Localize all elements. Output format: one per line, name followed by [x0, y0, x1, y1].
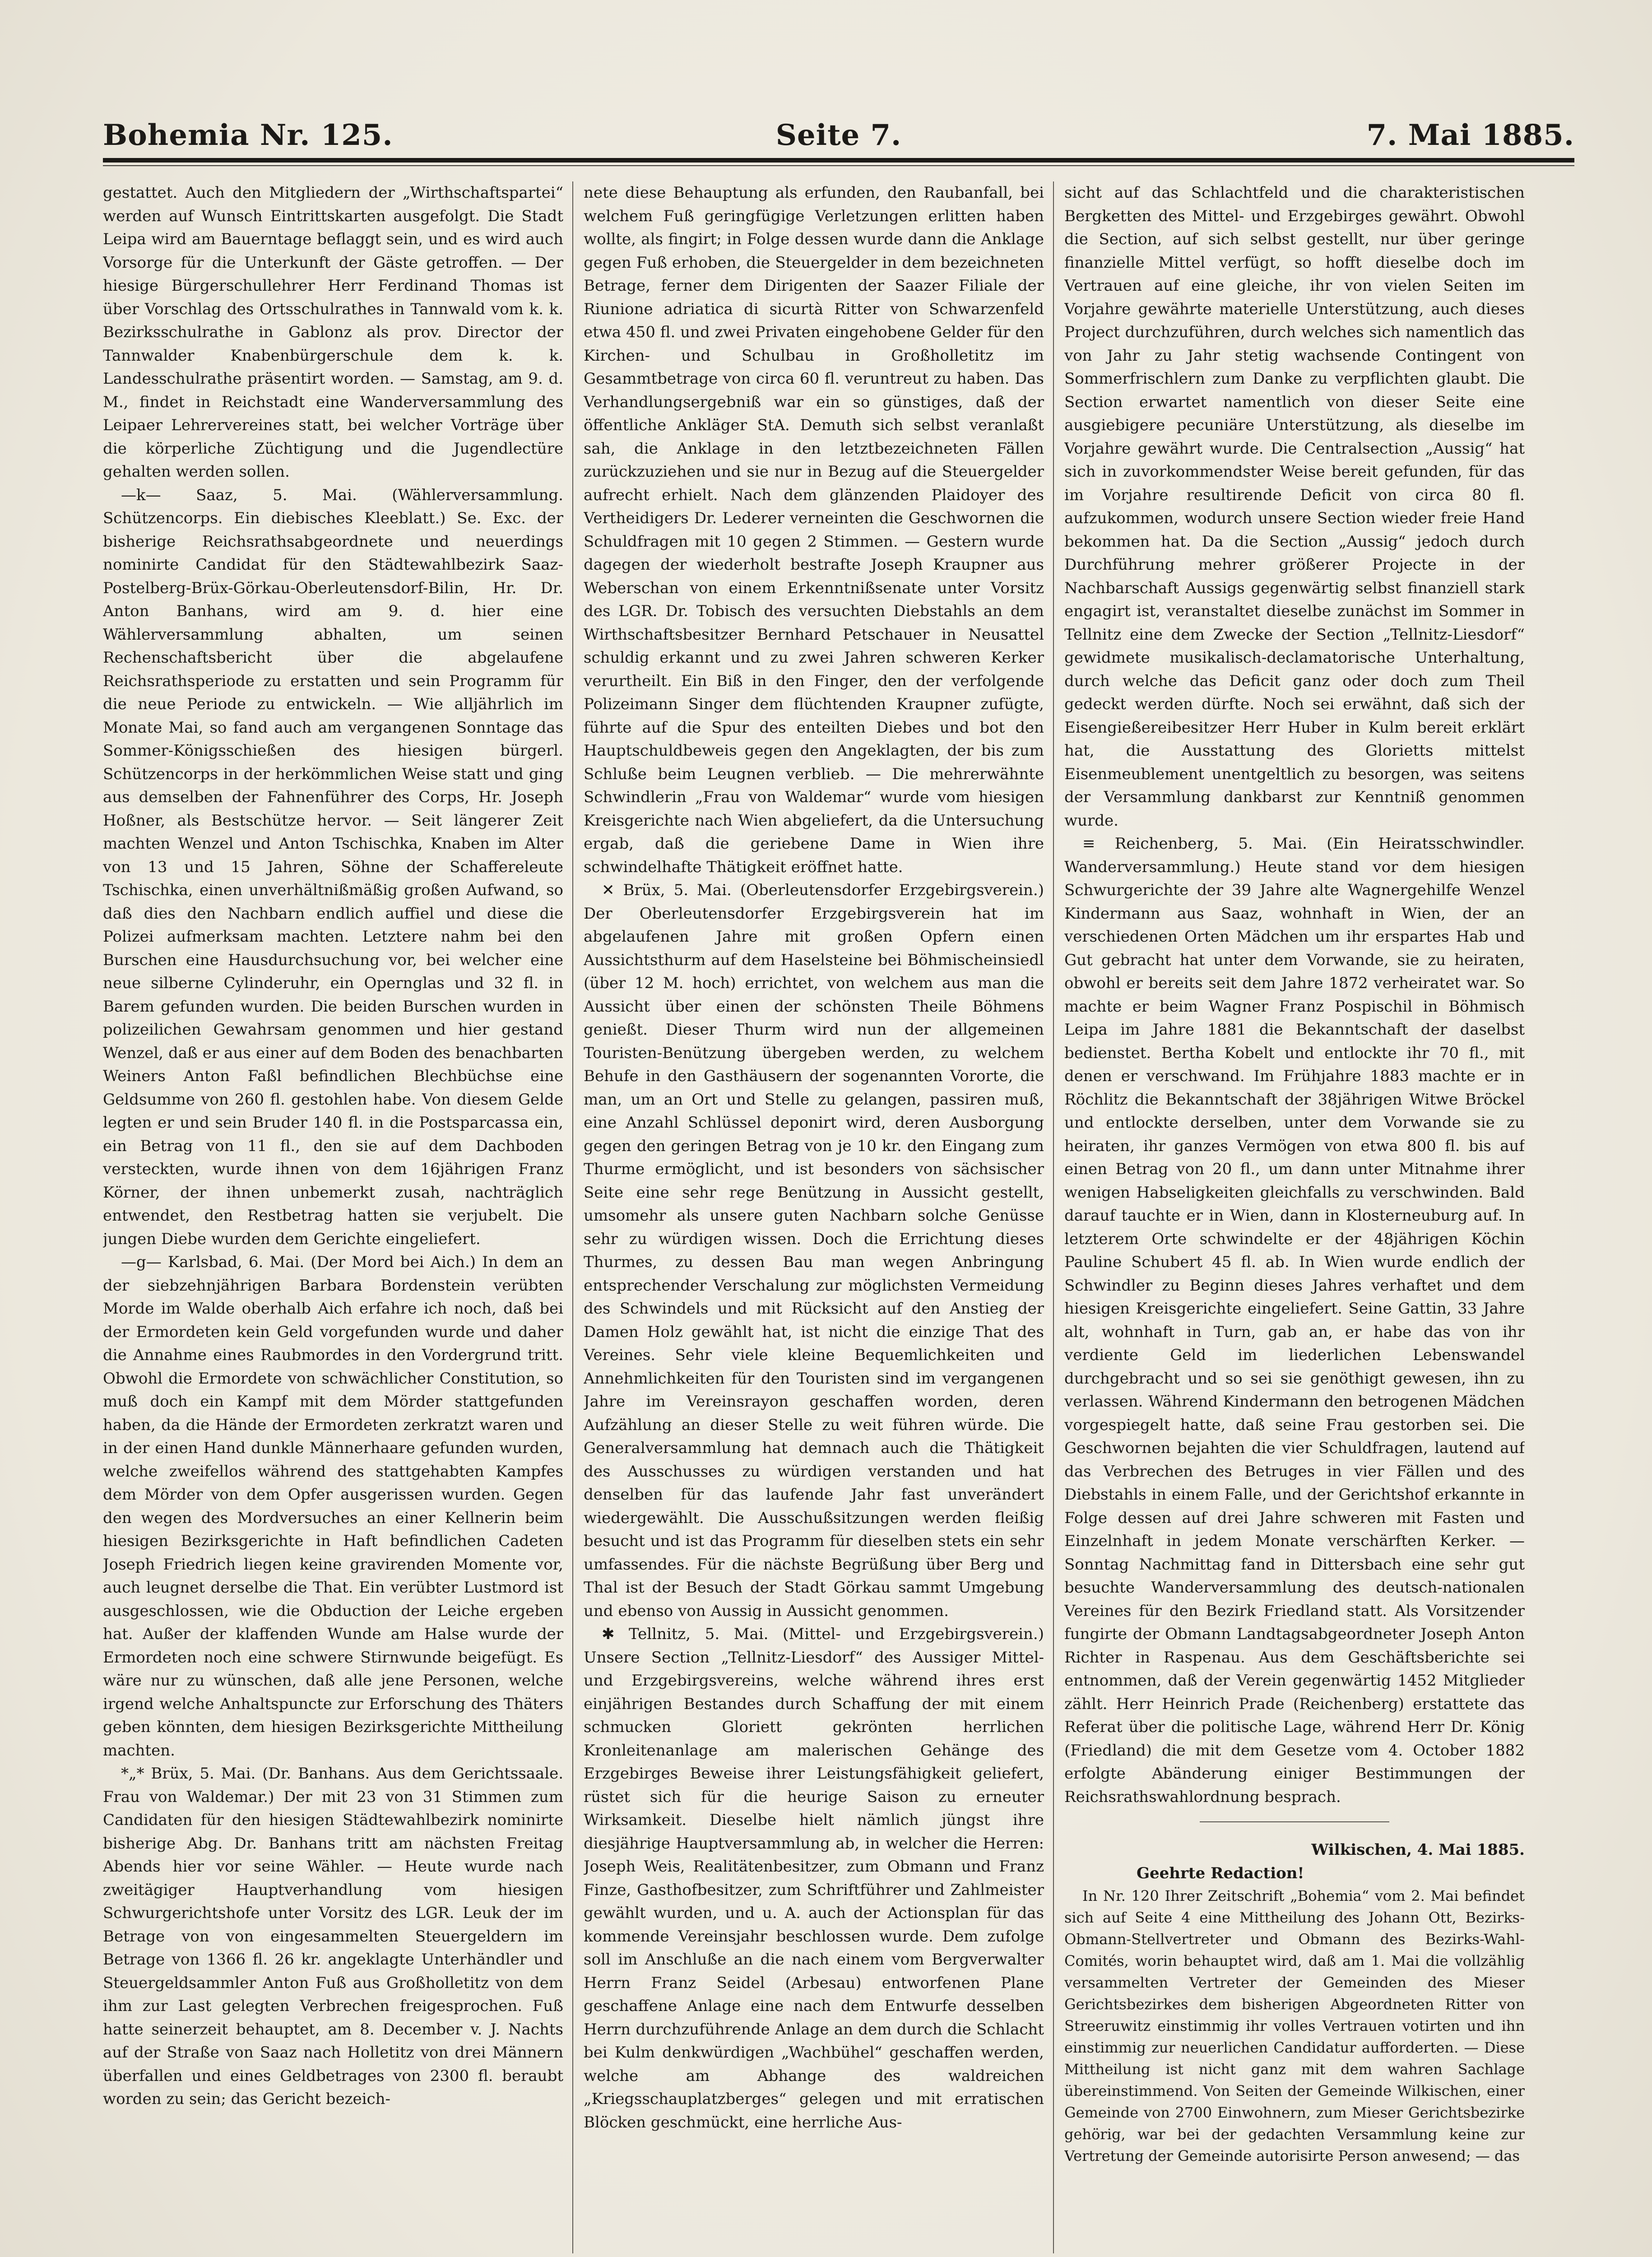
page-number: Seite 7. [775, 118, 902, 152]
article-paragraph: sicht auf das Schlachtfeld und die charakteristischen Bergketten des Mittel- und Erzgebirges gewährt. Obwohl die Section, auf sich selbst gestellt, nur über geringe finanzielle Mittel verfügt, so hofft dieselbe doch im Vertrauen auf eine gleiche, ihr von vielen Seiten im Vorjahre gewährte materielle Unterstützung, auch dieses Project durchzuführen, durch welches sich namentlich das von Jahr zu Jahr stetig wachsende Contingent von Sommerfrischlern zum Danke zu verpflichten glaubt. Die Section erwartet namentlich von dieser Seite eine ausgiebigere pecuniäre Unterstützung, als dieselbe im Vorjahre gewährt wurde. Die Centralsection „Aussig“ hat sich in zuvorkommendster Weise bereit gefunden, für das im Vorjahre resultirende Deficit von circa 80 fl. aufzukommen, wodurch unsere Section wieder freie Hand bekommen hat. Da die Section „Aussig“ jedoch durch Durchführung mehrer größerer Projecte in der Nachbarschaft Aussigs gegenwärtig selbst finanziell stark engagirt ist, veranstaltet dieselbe zunächst im Sommer in Tellnitz eine dem Zwecke der Section „Tellnitz-Liesdorf“ gewidmete musikalisch-declamatorische Unterhaltung, durch welche das Deficit ganz oder doch zum Theil gedeckt werden dürfte. Noch sei erwähnt, daß sich der Eisengießereibesitzer Herr Huber in Kulm bereit erklärt hat, die Ausstattung des Glorietts mittelst Eisenmeublement unentgeltlich zu besorgen, was seitens der Versammlung dankbarst zur Kenntniß genommen wurde. [1064, 184, 1525, 830]
column-divider [572, 181, 573, 2253]
page-header [103, 114, 1574, 154]
column-divider [1053, 181, 1054, 2253]
letter-dateline: Wilkischen, 4. Mai 1885. [1311, 1841, 1525, 1859]
column-3 [1064, 181, 1525, 2253]
issue-date: 7. Mai 1885. [1366, 118, 1574, 152]
article-reichenberg: ≡ Reichenberg, 5. Mai. (Ein Heiratsschwindler. Wanderversammlung.) Heute stand vor dem hiesigen Schwurgerichte der 39 Jahre alte Wagnergehilfe Wenzel Kindermann aus Saaz, wohnhaft in Wien, der an verschiedenen Orten Mädchen um ihr erspartes Hab und Gut gebracht hat unter dem Vorwande, sie zu heiraten, obwohl er bereits seit dem Jahre 1872 verheiratet war. So machte er beim Wagner Franz Pospischil in Böhmisch Leipa im Jahre 1881 die Bekanntschaft der daselbst bedienstet. Bertha Kobelt und entlockte ihr 70 fl., mit denen er verschwand. Im Frühjahre 1883 machte er in Röchlitz die Bekanntschaft der 38jährigen Witwe Bröckel und entlockte derselben, unter dem Vorwande sie zu heiraten, ihr ganzes Vermögen von etwa 800 fl. bis auf einen Betrag von 20 fl., um dann unter Mitnahme ihrer wenigen Habseligkeiten gleichfalls zu verschwinden. Bald darauf tauchte er in Wien, dann in Klosterneuburg auf. In letzterem Orte schwindelte er der 48jährigen Köchin Pauline Schubert 45 fl. ab. In Wien wurde endlich der Schwindler zu Beginn dieses Jahres verhaftet und dem hiesigen Kreisgerichte eingeliefert. Seine Gattin, 33 Jahre alt, wohnhaft in Turn, gab an, er habe das von ihr verdiente Geld im liederlichen Lebenswandel durchgebracht und so sei sie genöthigt gewesen, ihn zu verlassen. Während Kindermann den betrogenen Mädchen vorgespiegelt hatte, daß seine Frau gestorben sei. Die Geschwornen bejahten die vier Schuldfragen, lautend auf das Verbrechen des Betruges in vier Fällen und des Diebstahls in einem Falle, und der Gerichtshof erkannte in Folge dessen auf drei Jahre schweren mit Fasten und Einzelnhaft in jedem Monate verschärften Kerker. — Sonntag Nachmittag fand in Dittersbach eine sehr gut besuchte Wanderversammlung des deutsch-nationalen Vereines für den Bezirk Friedland statt. Als Vorsitzender fungirte der Obmann Landtagsabgeordneter Joseph Anton Richter in Raspenau. Aus dem Geschäftsberichte sei entnommen, daß der Verein gegenwärtig 1452 Mitglieder zählt. Herr Heinrich Prade (Reichenberg) erstattete das Referat über die politische Lage, während Herr Dr. König (Friedland) die mit dem Gesetze vom 4. October 1882 erfolgte Abänderung einiger Bestimmungen der Reichsrathswahlordnung besprach. [1064, 835, 1525, 1806]
article-saaz: —k— Saaz, 5. Mai. (Wählerversammlung. Schützencorps. Ein diebisches Kleeblatt.) Se. Exc. der bisherige Reichsrathsabgeordnete und neuerdings nominirte Candidat für den Städtewahlbezirk Saaz-Postelberg-Brüx-Görkau-Oberleutensdorf-Bilin, Hr. Dr. Anton Banhans, wird am 9. d. hier eine Wählerversammlung abhalten, um seinen Rechenschaftsbericht über die abgelaufene Reichsrathsperiode zu erstatten und sein Programm für die neue Periode zu entwickeln. — Wie alljährlich im Monate Mai, so fand auch am vergangenen Sonntage das Sommer-Königsschießen des hiesigen bürgerl. Schützencorps in der herkömmlichen Weise statt und ging aus demselben der Fahnenführer des Corps, Hr. Joseph Hoßner, als Bestschütze hervor. — Seit längerer Zeit machten Wenzel und Anton Tschischka, Knaben im Alter von 13 und 15 Jahren, Söhne der Schaffereleute Tschischka, einen unverhältnißmäßig großen Aufwand, so daß dies den Nachbarn endlich auffiel und diese die Polizei aufmerksam machten. Letztere nahm bei den Burschen eine Hausdurchsuchung vor, bei welcher eine neue silberne Cylinderuhr, ein Opernglas und 32 fl. in Barem gefunden wurden. Die beiden Burschen wurden in polizeilichen Gewahrsam genommen und hier gestand Wenzel, daß er aus einer auf dem Boden des benachbarten Weiners Anton Faßl befindlichen Blechbüchse eine Geldsumme von 260 fl. gestohlen habe. Von diesem Gelde legten er und sein Bruder 140 fl. in die Postsparcassa ein, ein Betrag von 11 fl., den sie auf dem Dachboden versteckten, wurde ihnen von dem 16jährigen Franz Körner, der ihnen unbemerkt zusah, nachträglich entwendet, den Restbetrag hatten sie verjubelt. Die jungen Diebe wurden dem Gerichte eingeliefert. [103, 486, 563, 1248]
letter-body: In Nr. 120 Ihrer Zeitschrift „Bohemia“ vom 2. Mai befindet sich auf Seite 4 eine Mittheilung des Johann Ott, Bezirks-Obmann-Stellvertreter und Obmann des Bezirks-Wahl-Comités, worin behauptet wird, daß am 1. Mai die vollzählig versammelten Vertreter der Gemeinden des Mieser Gerichtsbezirkes dem bisherigen Abgeordneten Ritter von Streeruwitz einstimmig ihr volles Vertrauen votirten und ihn einstimmig zur neuerlichen Candidatur aufforderten. — Diese Mittheilung ist nicht ganz mit dem wahren Sachlage übereinstimmend. Von Seiten der Gemeinde Wilkischen, einer Gemeinde von 2700 Einwohnern, zum Mieser Gerichtsbezirke gehörig, war bei der gedachten Versammlung keine zur Vertretung der Gemeinde autorisirte Person anwesend; — das [1064, 1887, 1525, 2164]
article-paragraph: gestattet. Auch den Mitgliedern der „Wirthschaftspartei“ werden auf Wunsch Eintrittskarten ausgefolgt. Die Stadt Leipa wird am Bauerntage beflaggt sein, und es wird auch Vorsorge für die Unterkunft der Gäste getroffen. — Der hiesige Bürgerschullehrer Herr Ferdinand Thomas ist über Vorschlag des Ortsschulrathes in Tannwald vom k. k. Bezirksschulrathe in Gablonz als prov. Director der Tannwalder Knabenbürgerschule dem k. k. Landesschulrathe präsentirt worden. — Samstag, am 9. d. M., findet in Reichstadt eine Wanderversammlung des Leipaer Lehrervereines statt, bei welcher Vorträge über die körperliche Züchtigung und die Jugendlectüre gehalten werden sollen. [103, 184, 563, 481]
article-tellnitz: ✱ Tellnitz, 5. Mai. (Mittel- und Erzgebirgsverein.) Unsere Section „Tellnitz-Liesdorf“ des Aussiger Mittel- und Erzgebirgsvereins, welche während ihres erst einjährigen Bestandes durch Schaffung der mit einem schmucken Gloriett gekrönten herrlichen Kronleitenanlage am malerischen Gehänge des Erzgebirges Beweise ihrer Leistungsfähigkeit geliefert, rüstet sich für die heurige Saison zu erneuter Wirksamkeit. Dieselbe hielt nämlich jüngst ihre diesjährige Hauptversammlung ab, in welcher die Herren: Joseph Weis, Realitätenbesitzer, zum Obmann und Franz Finze, Gasthofbesitzer, zum Schriftführer und Zahlmeister gewählt wurden, und u. A. auch der Actionsplan für das kommende Vereinsjahr beschlossen wurde. Dem zufolge soll im Anschluße an die nach einem vom Bergverwalter Herrn Franz Seidel (Arbesau) entworfenen Plane geschaffene Anlage eine nach dem Entwurfe desselben Herrn durchzuführende Anlage an dem durch die Schlacht bei Kulm denkwürdigen „Wachbühel“ geschaffen werden, welche am Abhange des waldreichen „Kriegsschauplatzberges“ gelegen und mit erratischen Blöcken geschmückt, eine herrliche Aus- [584, 1625, 1044, 2132]
article-bruex-erzgebirgsverein: ✕ Brüx, 5. Mai. (Oberleutensdorfer Erzgebirgsverein.) Der Oberleutensdorfer Erzgebirgsverein hat im abgelaufenen Jahre mit großen Opfern einen Aussichtsthurm auf dem Haselsteine bei Böhmischeinsiedl (über 12 M. hoch) errichtet, von welchem aus man die Aussicht über einen der schönsten Theile Böhmens genießt. Dieser Thurm wird nun der allgemeinen Touristen-Benützung übergeben werden, zu welchem Behufe in den Gasthäusern der sogenannten Vororte, die man, um an Ort und Stelle zu gelangen, passiren muß, eine Anzahl Schlüssel deponirt wird, deren Ausborgung gegen den geringen Betrag von je 10 kr. den Eingang zum Thurme ermöglicht, und ist besonders von sächsischer Seite eine sehr rege Benützung in Aussicht gestellt, umsomehr als unsere guten Nachbarn solche Genüsse sehr zu würdigen wissen. Doch die Errichtung dieses Thurmes, zu dessen Bau man wegen Anbringung entsprechender Verschalung zur möglichsten Vermeidung des Schwindels und mit Rücksicht auf den Anstieg der Damen Holz gewählt hat, ist nicht die einzige That des Vereines. Sehr viele kleine Bequemlichkeiten und Annehmlichkeiten für den Touristen sind im vergangenen Jahre im Vereinsrayon geschaffen worden, deren Aufzählung an dieser Stelle zu weit führen würde. Die Generalversammlung hat demnach auch die Thätigkeit des Ausschusses zu würdigen verstanden und hat denselben für das laufende Jahr fast unverändert wiedergewählt. Die Ausschußsitzungen werden fleißig besucht und ist das Programm für dieselben stets ein sehr umfassendes. Für die nächste Begrüßung über Berg und Thal ist der Besuch der Stadt Görkau sammt Umgebung und ebenso von Aussig in Aussicht genommen. [584, 881, 1044, 1620]
article-karlsbad: —g— Karlsbad, 6. Mai. (Der Mord bei Aich.) In dem an der siebzehnjährigen Barbara Bordenstein verübten Morde im Walde oberhalb Aich erfahre ich noch, daß bei der Ermordeten kein Geld vorgefunden wurde und daher die Annahme eines Raubmordes in den Vordergrund tritt. Obwohl die Ermordete von schwächlicher Constitution, so muß doch ein Kampf mit dem Mörder stattgefunden haben, da die Hände der Ermordeten zerkratzt waren und in der einen Hand dunkle Männerhaare gefunden wurden, welche zweifellos während des stattgehabten Kampfes dem Mörder von dem Opfer ausgerissen wurden. Gegen den wegen des Mordversuches an einer Kellnerin beim hiesigen Bezirksgerichte in Haft befindlichen Cadeten Joseph Friedrich liegen keine gravirenden Momente vor, auch leugnet derselbe die That. Ein verübter Lustmord ist ausgeschlossen, wie die Obduction der Leiche ergeben hat. Außer der klaffenden Wunde am Halse wurde der Ermordeten noch eine schwere Stirnwunde beigefügt. Es wäre nur zu wünschen, daß alle jene Personen, welche irgend welche Anhaltspuncte zur Erforschung des Thäters geben könnten, dem hiesigen Bezirksgerichte Mittheilung machten. [103, 1253, 563, 1760]
header-rule-thin [103, 165, 1574, 166]
article-paragraph: nete diese Behauptung als erfunden, den Raubanfall, bei welchem Fuß geringfügige Verletzungen erlitten haben wollte, als fingirt; in Folge dessen wurde dann die Anklage gegen Fuß erhoben, die Steuergelder in dem bezeichneten Betrage, ferner dem Dirigenten der Saazer Filiale der Riunione adriatica di sicurtà Ritter von Schwarzenfeld etwa 450 fl. und zwei Privaten eingehobene Gelder für den Kirchen- und Schulbau in Großholletitz im Gesammtbetrage von circa 60 fl. veruntreut zu haben. Das Verhandlungsergebniß war ein so günstiges, daß der öffentliche Ankläger StA. Demuth sich selbst veranlaßt sah, die Anklage in den letztbezeichneten Fällen zurückzuziehen und sie nur in Bezug auf die Steuergelder aufrecht erhielt. Nach dem glänzenden Plaidoyer des Vertheidigers Dr. Lederer verneinten die Geschwornen die Schuldfragen mit 10 gegen 2 Stimmen. — Gestern wurde dagegen der wiederholt bestrafte Joseph Kraupner aus Weberschan von einem Erkenntnißsenate unter Vorsitz des LGR. Dr. Tobisch des versuchten Diebstahls an dem Wirthschaftsbesitzer Bernhard Petschauer in Neusattel schuldig erkannt und zu zwei Jahren schweren Kerker verurtheilt. Ein Biß in den Finger, den der verfolgende Polizeimann Singer dem flüchtenden Kraupner zufügte, führte auf die Spur des enteilten Diebes und bot den Hauptschuldbeweis gegen den Angeklagten, der bis zum Schluße beim Leugnen verblieb. — Die mehrerwähnte Schwindlerin „Frau von Waldemar“ wurde vom hiesigen Kreisgerichte nach Wien abgeliefert, da die Untersuchung ergab, daß die geriebene Dame in Wien ihre schwindelhafte Thätigkeit eröffnet hatte. [584, 184, 1044, 876]
masthead-issue: Bohemia Nr. 125. [103, 118, 393, 152]
column-2 [584, 181, 1044, 2253]
header-rule [103, 158, 1574, 163]
article-bruex: *„* Brüx, 5. Mai. (Dr. Banhans. Aus dem Gerichtssaale. Frau von Waldemar.) Der mit 23 von 31 Stimmen zum Candidaten für den hiesigen Städtewahlbezirk nominirte bisherige Abg. Dr. Banhans tritt am nächsten Freitag Abends hier vor seine Wähler. — Heute wurde nach zweitägiger Hauptverhandlung vom hiesigen Schwurgerichtshofe unter Vorsitz des LGR. Leuk der im Betrage von von eingesammelten Steuergeldern im Betrage von 1366 fl. 26 kr. angeklagte Unterhändler und Steuergeldsammler Anton Fuß aus Großholletitz von dem ihm zur Last gelegten Verbrechen freigesprochen. Fuß hatte seinerzeit behauptet, am 8. December v. J. Nachts auf der Straße von Saaz nach Holletitz von drei Männern überfallen und eines Geldbetrages von 2300 fl. beraubt worden zu sein; das Gericht bezeich- [103, 1765, 563, 2108]
column-1 [103, 181, 563, 2253]
section-divider [1200, 1821, 1389, 1822]
letter-salutation: Geehrte Redaction! [1137, 1864, 1304, 1882]
